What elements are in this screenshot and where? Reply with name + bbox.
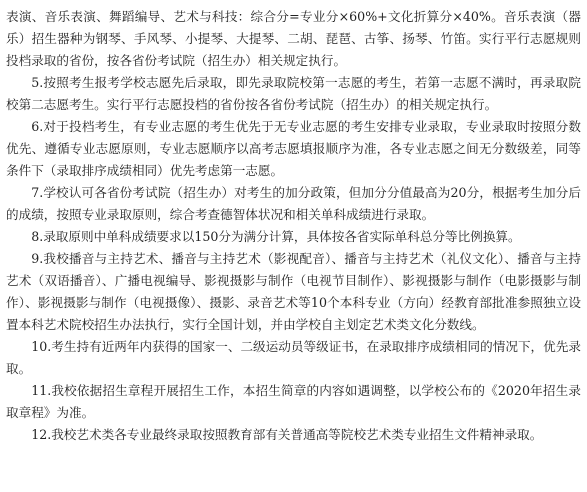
paragraph-item-8: 8.录取原则中单科成绩要求以150分为满分计算，具体按各省实际单科总分等比例换算。 <box>31 229 521 244</box>
paragraph-item-12: 12.我校艺术类各专业最终录取按照教育部有关普通高等院校艺术类专业招生文件精神录取。 <box>31 427 543 442</box>
paragraph-item-9: 9.我校播音与主持艺术、播音与主持艺术（影视配音）、播音与主持艺术（礼仪文化）、播音与主持艺术（双语播音）、广播电视编导、影视摄影与制作（电视节目制作）、影视摄影与制作（电影摄影与制作）、影视摄影与制作（电视摄像）、摄影、录音艺术等10个本科专业（方向）经教育部批准参照独立设置本科艺术院校招生办法执行，实行全国计划，并由学校自主划定艺术类文化分数线。 <box>6 251 581 332</box>
paragraph-item-5: 5.按照考生报考学校志愿先后录取，即先录取院校第一志愿的考生，若第一志愿不满时，再录取院校第二志愿考生。实行平行志愿投档的省份按各省份考试院（招生办）的相关规定执行。 <box>6 75 581 112</box>
paragraph-admission-formula: 表演、音乐表演、舞蹈编导、艺术与科技：综合分=专业分×60%+文化折算分×40%。音乐表演（器乐）招生器种为钢琴、手风琴、小提琴、大提琴、二胡、琵琶、古筝、扬琴、竹笛。实行平行志愿规则投档录取的省份，按各省份考试院（招生办）相关规定执行。 <box>6 9 581 68</box>
paragraph-item-11: 11.我校依据招生章程开展招生工作，本招生简章的内容如遇调整，以学校公布的《2020年招生录取章程》为准。 <box>6 383 581 420</box>
paragraph-item-10: 10.考生持有近两年内获得的国家一、二级运动员等级证书，在录取排序成绩相同的情况下，优先录取。 <box>6 339 581 376</box>
paragraph-item-7: 7.学校认可各省份考试院（招生办）对考生的加分政策，但加分分值最高为20分，根据考生加分后的成绩，按照专业录取原则，综合考查德智体状况和相关单科成绩进行录取。 <box>6 185 581 222</box>
paragraph-item-6: 6.对于投档考生，有专业志愿的考生优先于无专业志愿的考生安排专业录取，专业录取时按照分数优先、遵循专业志愿原则，专业志愿顺序以高考志愿填报顺序为准，各专业志愿之间无分数级差，同等条件下（录取排序成绩相同）优先考虑第一志愿。 <box>6 119 581 178</box>
